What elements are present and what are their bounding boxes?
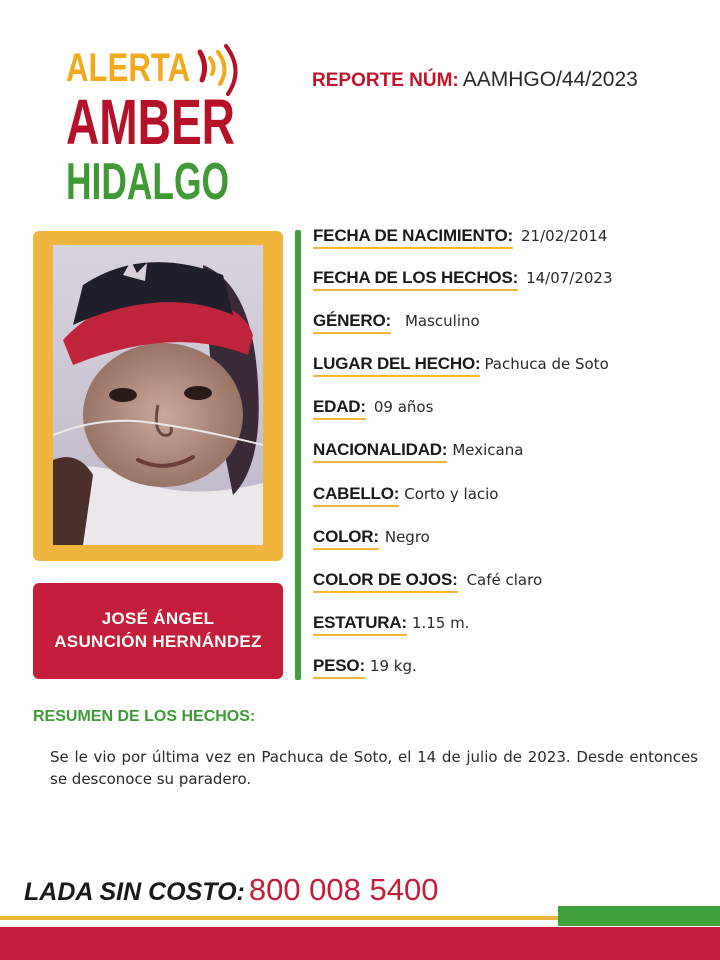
field-value: 19 kg. xyxy=(369,657,417,675)
field-label: COLOR DE OJOS: xyxy=(313,570,458,593)
report-label: REPORTE NÚM: xyxy=(312,70,459,91)
field-label: PESO: xyxy=(313,656,365,679)
field-value: 1.15 m. xyxy=(411,614,470,632)
field-label: GÉNERO: xyxy=(313,311,391,334)
logo-alerta-text: ALERTA xyxy=(66,46,191,90)
field-age xyxy=(313,397,433,420)
summary-text: Se le vio por última vez en Pachuca de Soto, el 14 de julio de 2023. Desde entonces se desconoce su paradero. xyxy=(50,748,698,788)
toll-free-line xyxy=(24,872,438,908)
field-value: 21/02/2014 xyxy=(521,227,608,245)
field-value: 14/07/2023 xyxy=(526,269,613,287)
child-name-last: ASUNCIÓN HERNÁNDEZ xyxy=(54,632,262,651)
field-event-place xyxy=(313,354,609,377)
signal-waves-icon xyxy=(190,44,250,114)
child-name-first: JOSÉ ÁNGEL xyxy=(101,609,215,629)
field-label: FECHA DE NACIMIENTO: xyxy=(313,226,513,249)
photo-frame xyxy=(33,231,283,561)
field-color xyxy=(313,527,430,550)
field-nationality xyxy=(313,440,523,463)
missing-child-photo xyxy=(53,245,263,545)
field-value: 09 años xyxy=(373,398,434,416)
field-label: LUGAR DEL HECHO: xyxy=(313,354,480,377)
field-event-date xyxy=(313,268,613,291)
green-divider xyxy=(295,230,301,680)
field-value: Negro xyxy=(384,528,430,546)
toll-free-phone[interactable]: 800 008 5400 xyxy=(248,872,439,907)
field-gender xyxy=(313,311,480,334)
field-birth-date xyxy=(313,226,607,249)
logo-amber-text: AMBER xyxy=(66,86,235,158)
toll-free-label: LADA SIN COSTO: xyxy=(24,878,245,906)
alerta-amber-hidalgo-logo xyxy=(66,44,246,211)
field-label: EDAD: xyxy=(313,397,366,420)
field-label: COLOR: xyxy=(313,527,379,550)
field-value: Café claro xyxy=(466,571,543,589)
field-height xyxy=(313,613,469,636)
report-number xyxy=(312,68,638,92)
field-value: Pachuca de Soto xyxy=(484,355,609,373)
footer-red-band xyxy=(0,927,720,960)
field-label: CABELLO: xyxy=(313,484,399,507)
footer-green-stripe xyxy=(558,906,720,926)
field-eye-color xyxy=(313,570,542,593)
field-weight xyxy=(313,656,417,679)
field-value: Corto y lacio xyxy=(404,485,499,503)
field-hair xyxy=(313,484,498,507)
field-label: NACIONALIDAD: xyxy=(313,440,447,463)
footer-gold-stripe xyxy=(0,916,560,920)
field-value: Masculino xyxy=(404,312,480,330)
child-name-box xyxy=(33,583,283,679)
field-value: Mexicana xyxy=(452,441,524,459)
field-label: FECHA DE LOS HECHOS: xyxy=(313,268,518,291)
report-value: AAMHGO/44/2023 xyxy=(462,68,638,91)
field-label: ESTATURA: xyxy=(313,613,407,636)
summary-title: RESUMEN DE LOS HECHOS: xyxy=(33,708,256,725)
logo-hidalgo-text: HIDALGO xyxy=(66,153,230,211)
